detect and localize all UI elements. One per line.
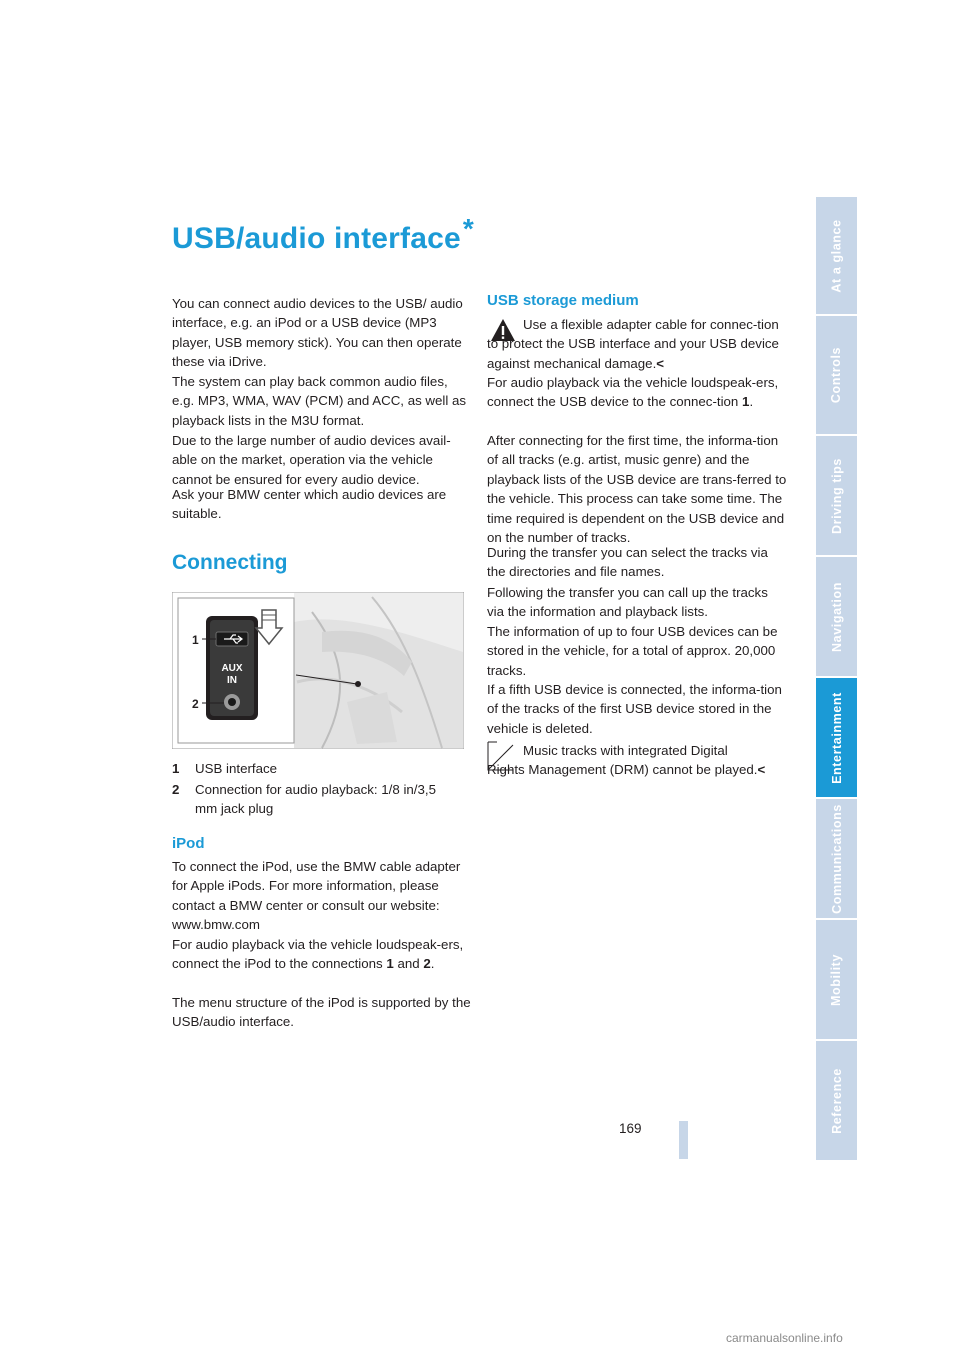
usb-connect-text: For audio playback via the vehicle loudspeak-ers, connect the USB device to the connec-tion <box>487 375 779 410</box>
legend-item <box>172 759 465 778</box>
usb-aux-figure <box>172 592 464 749</box>
connection-ref-2: 2 <box>423 956 431 972</box>
period: . <box>430 956 435 972</box>
intro-paragraph: You can connect audio devices to the USB/ audio interface, e.g. an iPod or a USB device (MP3 player, USB memory stick). You can then operate these via iDrive. <box>172 296 463 370</box>
sidebar-tab-at-a-glance[interactable] <box>816 197 857 314</box>
sidebar-tab-reference[interactable] <box>816 1041 857 1160</box>
legend-item <box>172 780 445 819</box>
sidebar-tab-driving-tips[interactable] <box>816 436 857 555</box>
usb-paragraph: After connecting for the first time, the informa-tion of all tracks (e.g. artist, music genre) and the playback lists of the USB device are trans-ferred to the vehicle. This process can take some time. The time required is dependent on the USB device and on the number of tracks. <box>487 433 787 546</box>
note-paragraph <box>487 741 767 780</box>
sidebar-tab-entertainment[interactable] <box>816 678 857 797</box>
warning-text: Use a flexible adapter cable for connec-tion to protect the USB interface and your USB device against mechanical damage. <box>487 317 779 371</box>
ipod-paragraph: The menu structure of the iPod is supported by the USB/audio interface. <box>172 995 471 1030</box>
warning-paragraph <box>487 315 781 373</box>
intro-paragraph: Ask your BMW center which audio devices are suitable. <box>172 487 447 522</box>
section-heading-connecting: Connecting <box>172 551 288 574</box>
connection-ref-1: 1 <box>386 956 394 972</box>
aux-label-line2: IN <box>227 675 237 686</box>
sidebar-tab-navigation[interactable] <box>816 557 857 676</box>
section-heading-usb-storage: USB storage medium <box>487 292 639 309</box>
legend-number: 1 <box>172 761 180 776</box>
section-heading-ipod: iPod <box>172 835 205 852</box>
intro-paragraph: The system can play back common audio files, e.g. MP3, WMA, WAV (PCM) and ACC, as well as playback lists in the M3U format. <box>172 374 467 428</box>
tab-label: Communications <box>829 803 844 914</box>
sidebar-tab-controls[interactable] <box>816 316 857 434</box>
usb-paragraph: The information of up to four USB devices can be stored in the vehicle, for a total of approx. 20,000 tracks. <box>487 624 778 678</box>
usb-paragraph: Following the transfer you can call up the tracks via the information and playback lists. <box>487 585 768 620</box>
tab-label: At a glance <box>829 218 844 293</box>
tab-label: Entertainment <box>829 691 844 784</box>
page-title <box>172 213 474 256</box>
usb-paragraph: If a fifth USB device is connected, the informa-tion of the tracks of the first USB device stored in the vehicle is deleted. <box>487 682 782 736</box>
footer-watermark: carmanualsonline.info <box>726 1331 843 1345</box>
callout-2: 2 <box>192 697 199 711</box>
intro-paragraph: Due to the large number of audio devices avail-able on the market, operation via the vehicle cannot be ensured for every audio device. <box>172 433 451 487</box>
legend-number: 2 <box>172 782 180 797</box>
page-number: 169 <box>619 1121 642 1136</box>
title-text: USB/audio interface <box>172 222 461 255</box>
tab-label: Reference <box>829 1067 844 1134</box>
callout-1: 1 <box>192 633 199 647</box>
end-mark: < <box>757 762 766 778</box>
ipod-connections-paragraph <box>172 935 472 974</box>
tab-label: Driving tips <box>829 457 844 534</box>
usb-paragraph <box>487 373 787 412</box>
ipod-paragraph: To connect the iPod, use the BMW cable adapter for Apple iPods. For more information, please contact a BMW center or consult our website: www.bmw.com <box>172 859 461 933</box>
end-mark: < <box>656 355 665 371</box>
connection-ref-1: 1 <box>742 394 750 410</box>
legend-text: Connection for audio playback: 1/8 in/3,5 mm jack plug <box>195 782 436 817</box>
aux-label-line1: AUX <box>221 663 243 674</box>
usb-paragraph: During the transfer you can select the tracks via the directories and file names. <box>487 545 768 580</box>
note-text: Music tracks with integrated Digital Rights Management (DRM) cannot be played. <box>487 743 758 778</box>
page-number-bar <box>679 1121 688 1159</box>
tab-label: Navigation <box>829 581 844 652</box>
tab-label: Mobility <box>829 953 844 1006</box>
optional-equipment-star: * <box>462 213 474 244</box>
ipod-connections-text: For audio playback via the vehicle loudspeak-ers, connect the iPod to the connections <box>172 937 464 972</box>
sidebar-tab-communications[interactable] <box>816 799 857 918</box>
legend-text: USB interface <box>195 761 278 776</box>
tab-label: Controls <box>829 346 844 404</box>
sidebar-tab-mobility[interactable] <box>816 920 857 1039</box>
chapter-sidebar <box>816 197 857 1160</box>
figure-illustration <box>172 592 464 749</box>
ipod-and-text: and <box>397 956 420 972</box>
period: . <box>749 394 754 410</box>
